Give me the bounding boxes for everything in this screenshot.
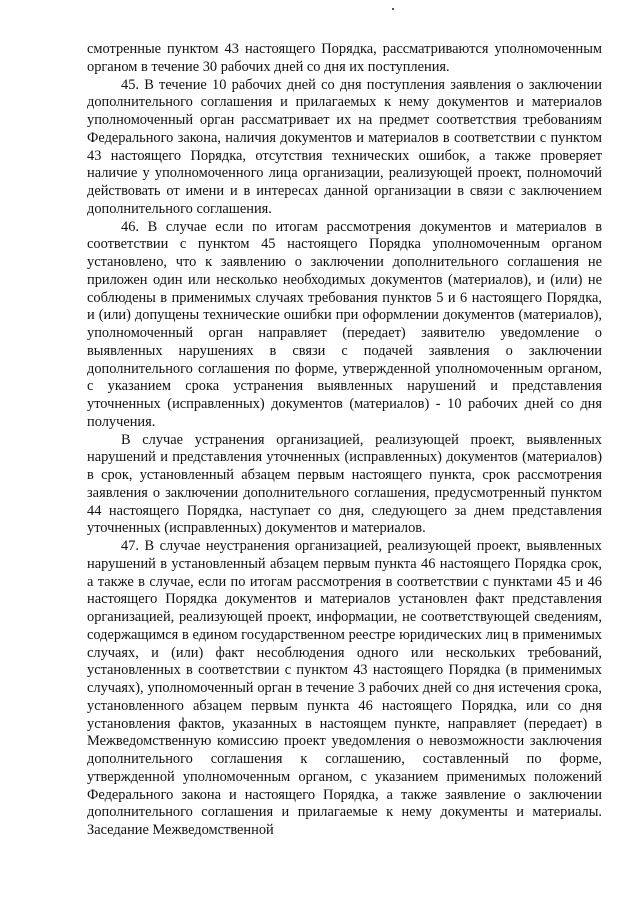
paragraph-46: 46. В случае если по итогам рассмотрения документов и материалов в соответствии с пунктом 45 настоящего Порядка уполномоченным органом установлено, что к заявлению о заключении дополнительного соглашения не приложен один или несколько необходимых документов (материалов), и (или) не соблюдены в применимых случаях требования пунктов 5 и 6 настоящего Порядка, и (или) допущены технические ошибки при оформлении документов (материалов), уполномоченный орган направляет (передает) заявителю уведомление о выявленных нарушениях в связи с подачей заявления о заключении дополнительного соглашения по форме, утвержденной уполномоченным органом, с указанием срока устранения выявленных нарушений и представления уточненных (исправленных) документов (материалов) - 10 рабочих дней со дня получения.	[87, 218, 602, 430]
paragraph-continuation: смотренные пунктом 43 настоящего Порядка, рассматриваются уполномоченным органом в течение 30 рабочих дней со дня их поступления.	[87, 41, 602, 75]
scan-speck	[392, 8, 394, 10]
paragraph-45: 45. В течение 10 рабочих дней со дня поступления заявления о заключении дополнительного соглашения и прилагаемых к нему документов и материалов уполномоченный орган рассматривает их на предмет соответствия требованиям Федерального закона, наличия документов и материалов в соответствии с пунктом 43 настоящего Порядка, отсутствия технических ошибок, а также проверяет наличие у уполномоченного лица организации, реализующей проект, полномочий действовать от имени и в интересах данной организации в связи с заключением дополнительного соглашения.	[87, 76, 602, 217]
paragraph-46-second: В случае устранения организацией, реализующей проект, выявленных нарушений и представления уточненных (исправленных) документов (материалов) в срок, установленный абзацем первым настоящего пункта, срок рассмотрения заявления о заключении дополнительного соглашения, предусмотренный пунктом 44 настоящего Порядка, наступает со дня, следующего за днем представления уточненных (исправленных) документов и материалов.	[87, 431, 602, 537]
paragraph-47: 47. В случае неустранения организацией, реализующей проект, выявленных нарушений в установленный абзацем первым пункта 46 настоящего Порядка срок, а также в случае, если по итогам рассмотрения в соответствии с пунктами 45 и 46 настоящего Порядка документов и материалов установлен факт представления организацией, реализующей проект, информации, не соответствующей сведениям, содержащимся в едином государственном реестре юридических лиц в применимых случаях, и (или) факт несоблюдения одного или нескольких требований, установленных в соответствии с пунктом 43 настоящего Порядка (в применимых случаях), уполномоченный орган в течение 3 рабочих дней со дня истечения срока, установленного абзацем первым пункта 46 настоящего Порядка, или со дня установления фактов, указанных в настоящем пункте, направляет (передает) в Межведомственную комиссию проект уведомления о невозможности заключения дополнительного соглашения к соглашению, составленный по форме, утвержденной уполномоченным органом, с указанием применимых положений Федерального закона и настоящего Порядка, а также заявление о заключении дополнительного соглашения и прилагаемые к нему документы и материалы. Заседание Межведомственной	[87, 538, 602, 838]
